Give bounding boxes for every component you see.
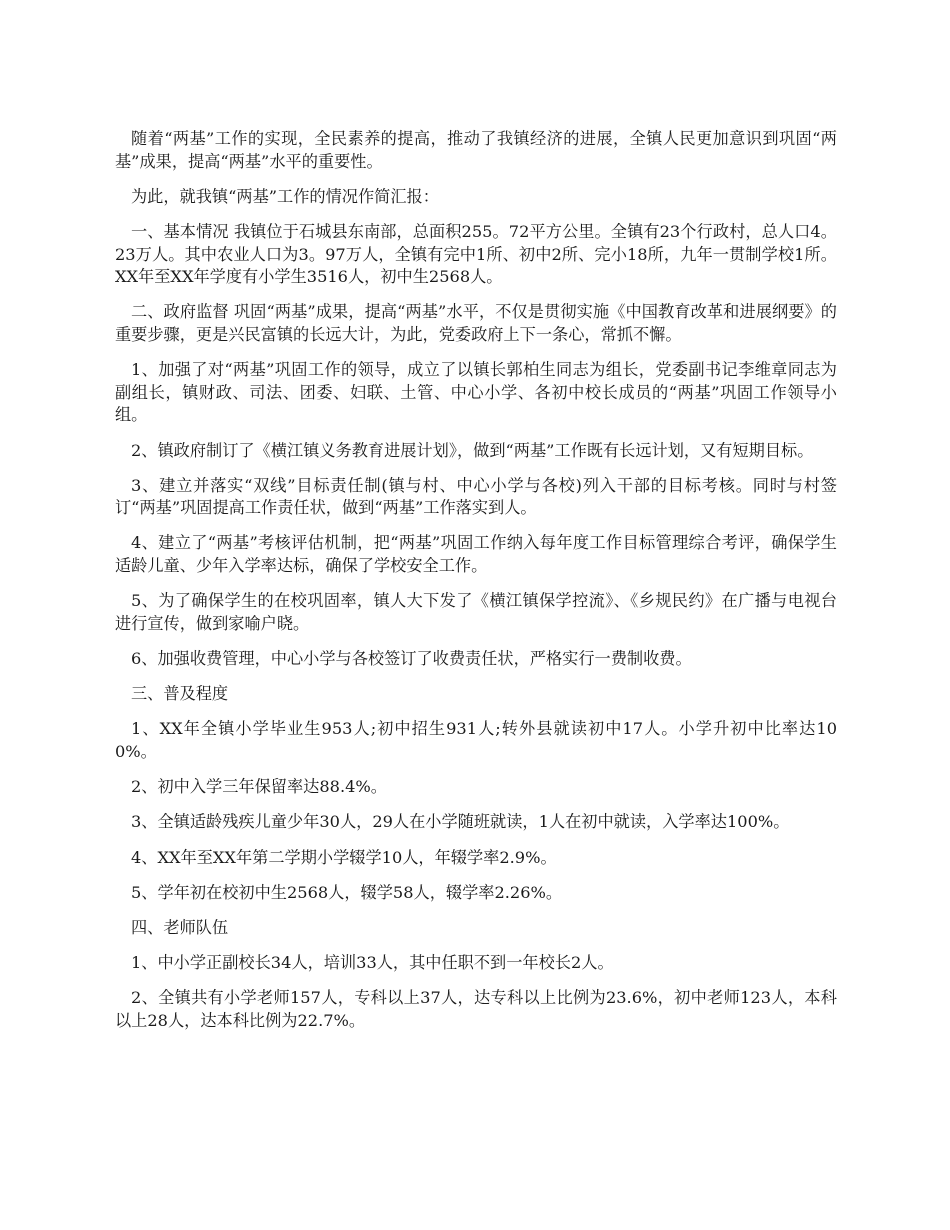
supervision-item-6: 6、加强收费管理，中心小学与各校签订了收费责任状，严格实行一费制收费。 (131, 649, 692, 669)
supervision-item-3: 3、建立并落实“双线”目标责任制(镇与村、中心小学与各校)列入干部的目标考核。同时与村签订“两基”巩固提高工作责任状，做到“两基”工作落实到人。 (115, 475, 837, 518)
supervision-item-4: 4、建立了“两基”考核评估机制，把“两基”巩固工作纳入每年度工作目标管理综合考评，确保学生适龄儿童、少年入学率达标，确保了学校安全工作。 (115, 533, 837, 576)
popularization-item-5: 5、学年初在校初中生2568人，辍学58人，辍学率2.26%。 (131, 882, 563, 902)
section-heading-popularization: 三、普及程度 (131, 684, 229, 704)
intro-paragraph: 随着“两基”工作的实现，全民素养的提高，推动了我镇经济的进展，全镇人民更加意识到巩固“两基”成果，提高“两基”水平的重要性。 (115, 129, 837, 171)
supervision-item-5: 5、为了确保学生的在校巩固率，镇人大下发了《横江镇保学控流》、《乡规民约》在广播与电视台进行宣传，做到家喻户晓。 (115, 591, 837, 633)
supervision-item-2: 2、镇政府制订了《横江镇义务教育进展计划》，做到“两基”工作既有长远计划，又有短期目标。 (131, 440, 814, 460)
document-body (115, 128, 837, 1045)
popularization-item-3: 3、全镇适龄残疾儿童少年30人，29人在小学随班就读，1人在初中就读，入学率达100%。 (131, 812, 790, 832)
section-heading-teachers: 四、老师队伍 (131, 917, 229, 937)
popularization-item-1: 1、XX年全镇小学毕业生953人;初中招生931人;转外县就读初中17人。小学升初中比率达100%。 (115, 719, 837, 761)
section-basic-situation: 一、基本情况 我镇位于石城县东南部，总面积255。72平方公里。全镇有23个行政村，总人口4。23万人。其中农业人口为3。97万人，全镇有完中1所、初中2所、完小18所，九年一贯制学校1所。XX年至XX年学度有小学生3516人，初中生2568人。 (115, 221, 837, 287)
report-lead-paragraph: 为此，就我镇“两基”工作的情况作简汇报： (131, 186, 439, 206)
supervision-item-1: 1、加强了对“两基”巩固工作的领导，成立了以镇长郭柏生同志为组长，党委副书记李维章同志为副组长，镇财政、司法、团委、妇联、土管、中心小学、各初中校长成员的“两基”巩固工作领导小组。 (115, 360, 837, 425)
teachers-item-1: 1、中小学正副校长34人，培训33人，其中任职不到一年校长2人。 (131, 953, 614, 973)
teachers-item-2: 2、全镇共有小学老师157人，专科以上37人，达专科以上比例为23.6%，初中老师123人，本科以上28人，达本科比例为22.7%。 (115, 988, 837, 1030)
popularization-item-4: 4、XX年至XX年第二学期小学辍学10人，年辍学率2.9%。 (131, 847, 557, 867)
popularization-item-2: 2、初中入学三年保留率达88.4%。 (131, 777, 387, 797)
section-government-supervision: 二、政府监督 巩固“两基”成果，提高“两基”水平，不仅是贯彻实施《中国教育改革和进展纲要》的重要步骤，更是兴民富镇的长远大计，为此，党委政府上下一条心，常抓不懈。 (115, 302, 837, 344)
